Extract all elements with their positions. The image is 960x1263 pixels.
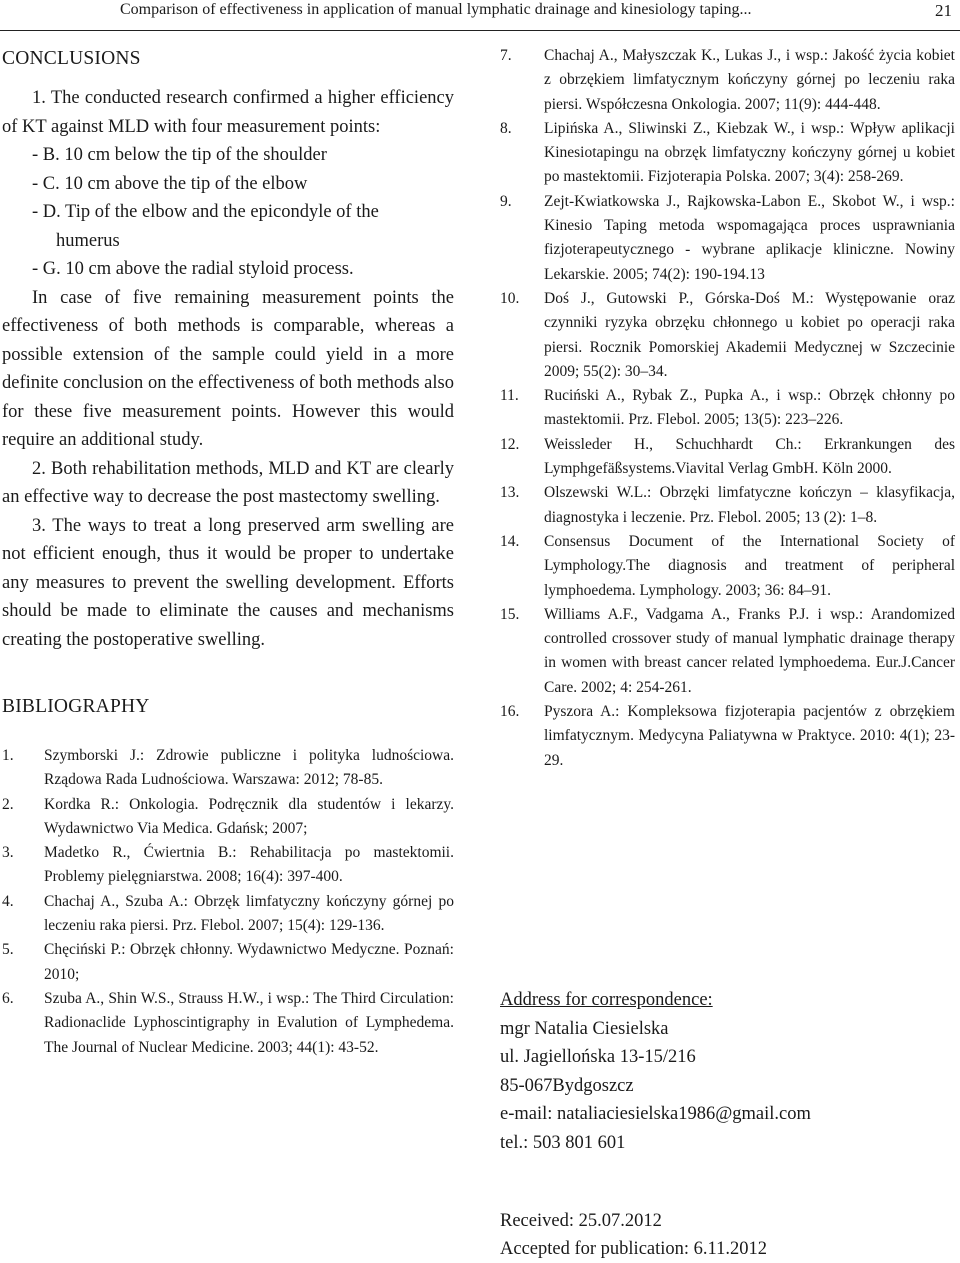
conclusion-point: - B. 10 cm below the tip of the shoulder <box>2 141 454 170</box>
conclusion-point-wrap <box>2 198 454 255</box>
reference-text: Kordka R.: Onkologia. Podręcznik dla studentów i lekarzy. Wydawnictwo Via Medica. Gdańsk; 2007; <box>44 793 454 842</box>
received-date: Received: 25.07.2012 <box>500 1208 940 1236</box>
reference-number: 16. <box>500 700 544 773</box>
reference-item <box>2 987 454 1060</box>
reference-item <box>2 841 454 890</box>
conclusion-point: - C. 10 cm above the tip of the elbow <box>2 170 454 199</box>
correspondence-block <box>500 986 940 1157</box>
reference-text: Olszewski W.L.: Obrzęki limfatyczne kończyn – klasyfikacja, diagnostyka i leczenie. Prz. Flebol. 2005; 13 (2): 1–8. <box>544 481 955 530</box>
reference-text: Consensus Document of the International Society of Lymphology.The diagnosis and treatment of peripheral lymphoedema. Lymphology. 2003; 36: 84–91. <box>544 530 955 603</box>
reference-text: Williams A.F., Vadgama A., Franks P.J. i wsp.: Arandomized controlled crossover study of manual lymphatic drainage therapy in women with breast cancer related lymphoedema. Eur.J.Cancer Care. 2002; 4: 254-261. <box>544 603 955 700</box>
postal-city: 85-067Bydgoszcz <box>500 1072 940 1101</box>
conclusion-1-rest: In case of five remaining measurement points the effectiveness of both methods is comparable, whereas a possible extension of the sample could yield in a more definite conclusion on the effectiveness of both methods also for these five measurement points. However this would require an additional study. <box>2 284 454 455</box>
reference-number: 1. <box>2 744 44 793</box>
reference-item <box>2 744 454 793</box>
conclusions-body <box>2 84 454 654</box>
reference-item <box>500 700 955 773</box>
reference-item <box>500 481 955 530</box>
reference-item <box>500 433 955 482</box>
reference-text: Lipińska A., Sliwinski Z., Kiebzak W., i wsp.: Wpływ aplikacji Kinesiotapingu na obrzęk limfatyczny kończyny górnej u kobiet po mastektomii. Fizjoterapia Polska. 2007; 3(4): 258-269. <box>544 117 955 190</box>
conclusion-point-cont: humerus <box>32 227 454 256</box>
reference-text: Szymborski J.: Zdrowie publiczne i polityka ludnościowa. Rządowa Rada Ludnościowa. Warszawa: 2012; 78-85. <box>44 744 454 793</box>
reference-text: Zejt-Kwiatkowska J., Rajkowska-Labon E., Skobot W., i wsp.: Kinesio Taping metoda wspomagająca proces usprawniania fizjoterapeutycznego - wybrane aplikacje kliniczne. Nowiny Lekarskie. 2005; 74(2): 190-194.13 <box>544 190 955 287</box>
reference-number: 9. <box>500 190 544 287</box>
reference-item <box>500 190 955 287</box>
conclusions-heading: CONCLUSIONS <box>2 48 454 70</box>
conclusion-1-intro: 1. The conducted research confirmed a higher efficiency of KT against MLD with four measurement points: <box>2 84 454 141</box>
reference-item <box>2 793 454 842</box>
street-address: ul. Jagiellońska 13-15/216 <box>500 1043 940 1072</box>
reference-text: Chachaj A., Małyszczak K., Lukas J., i wsp.: Jakość życia kobiet z obrzękiem limfatycznym kończyny górnej po leczeniu raka piersi. Współczesna Onkologia. 2007; 11(9): 444-448. <box>544 44 955 117</box>
reference-text: Weissleder H., Schuchhardt Ch.: Erkrankungen des Lymphgefäßsystems.Viavital Verlag GmbH. Köln 2000. <box>544 433 955 482</box>
reference-number: 10. <box>500 287 544 384</box>
page-number: 21 <box>935 1 952 21</box>
bibliography-list-left <box>2 744 454 1060</box>
reference-number: 5. <box>2 938 44 987</box>
author-name: mgr Natalia Ciesielska <box>500 1015 940 1044</box>
dates-block <box>500 1208 940 1263</box>
reference-text: Doś J., Gutowski P., Górska-Doś M.: Występowanie oraz czynniki ryzyka obrzęku chłonnego u kobiet po operacji raka piersi. Rocznik Pomorskiej Akademii Medycznej w Szczecinie 2009; 55(2): 30–34. <box>544 287 955 384</box>
accepted-date: Accepted for publication: 6.11.2012 <box>500 1236 940 1263</box>
conclusion-point: - D. Tip of the elbow and the epicondyle of the <box>32 198 454 227</box>
reference-number: 11. <box>500 384 544 433</box>
bibliography-list-right <box>500 44 955 773</box>
reference-number: 14. <box>500 530 544 603</box>
reference-item <box>500 530 955 603</box>
reference-text: Pyszora A.: Kompleksowa fizjoterapia pacjentów z obrzękiem limfatycznym. Medycyna Paliatywna w Praktyce. 2010: 4(1); 23-29. <box>544 700 955 773</box>
reference-item <box>500 603 955 700</box>
reference-item <box>2 890 454 939</box>
reference-number: 7. <box>500 44 544 117</box>
reference-text: Chęciński P.: Obrzęk chłonny. Wydawnictwo Medyczne. Poznań: 2010; <box>44 938 454 987</box>
reference-number: 8. <box>500 117 544 190</box>
reference-number: 15. <box>500 603 544 700</box>
header-title: Comparison of effectiveness in application of manual lymphatic drainage and kinesiology taping... <box>120 1 752 19</box>
correspondence-heading: Address for correspondence: <box>500 986 940 1015</box>
reference-text: Chachaj A., Szuba A.: Obrzęk limfatyczny kończyny górnej po leczeniu raka piersi. Prz. Flebol. 2007; 15(4): 129-136. <box>44 890 454 939</box>
reference-number: 6. <box>2 987 44 1060</box>
phone-number: tel.: 503 801 601 <box>500 1129 940 1158</box>
conclusion-2: 2. Both rehabilitation methods, MLD and KT are clearly an effective way to decrease the post mastectomy swelling. <box>2 455 454 512</box>
reference-item <box>500 117 955 190</box>
reference-item <box>500 44 955 117</box>
bibliography-heading: BIBLIOGRAPHY <box>2 696 454 718</box>
reference-item <box>500 287 955 384</box>
reference-number: 12. <box>500 433 544 482</box>
reference-number: 3. <box>2 841 44 890</box>
reference-text: Madetko R., Ćwiertnia B.: Rehabilitacja po mastektomii. Problemy pielęgniarstwa. 2008; 16(4): 397-400. <box>44 841 454 890</box>
reference-text: Szuba A., Shin W.S., Strauss H.W., i wsp.: The Third Circulation: Radionaclide Lyphoscintigraphy in Evalution of Lymphedema. The Journal of Nuclear Medicine. 2003; 44(1): 43-52. <box>44 987 454 1060</box>
reference-number: 4. <box>2 890 44 939</box>
reference-item <box>500 384 955 433</box>
reference-number: 2. <box>2 793 44 842</box>
running-header <box>0 0 960 31</box>
reference-text: Ruciński A., Rybak Z., Pupka A., i wsp.: Obrzęk chłonny po mastektomii. Prz. Flebol. 2005; 13(5): 223–226. <box>544 384 955 433</box>
email-address: e-mail: nataliaciesielska1986@gmail.com <box>500 1100 940 1129</box>
conclusion-3: 3. The ways to treat a long preserved arm swelling are not efficient enough, thus it would be proper to undertake any measures to prevent the swelling development. Efforts should be made to eliminate the causes and mechanisms creating the postoperative swelling. <box>2 512 454 655</box>
reference-number: 13. <box>500 481 544 530</box>
left-column <box>2 48 454 1060</box>
reference-item <box>2 938 454 987</box>
conclusion-point: - G. 10 cm above the radial styloid process. <box>2 255 454 284</box>
